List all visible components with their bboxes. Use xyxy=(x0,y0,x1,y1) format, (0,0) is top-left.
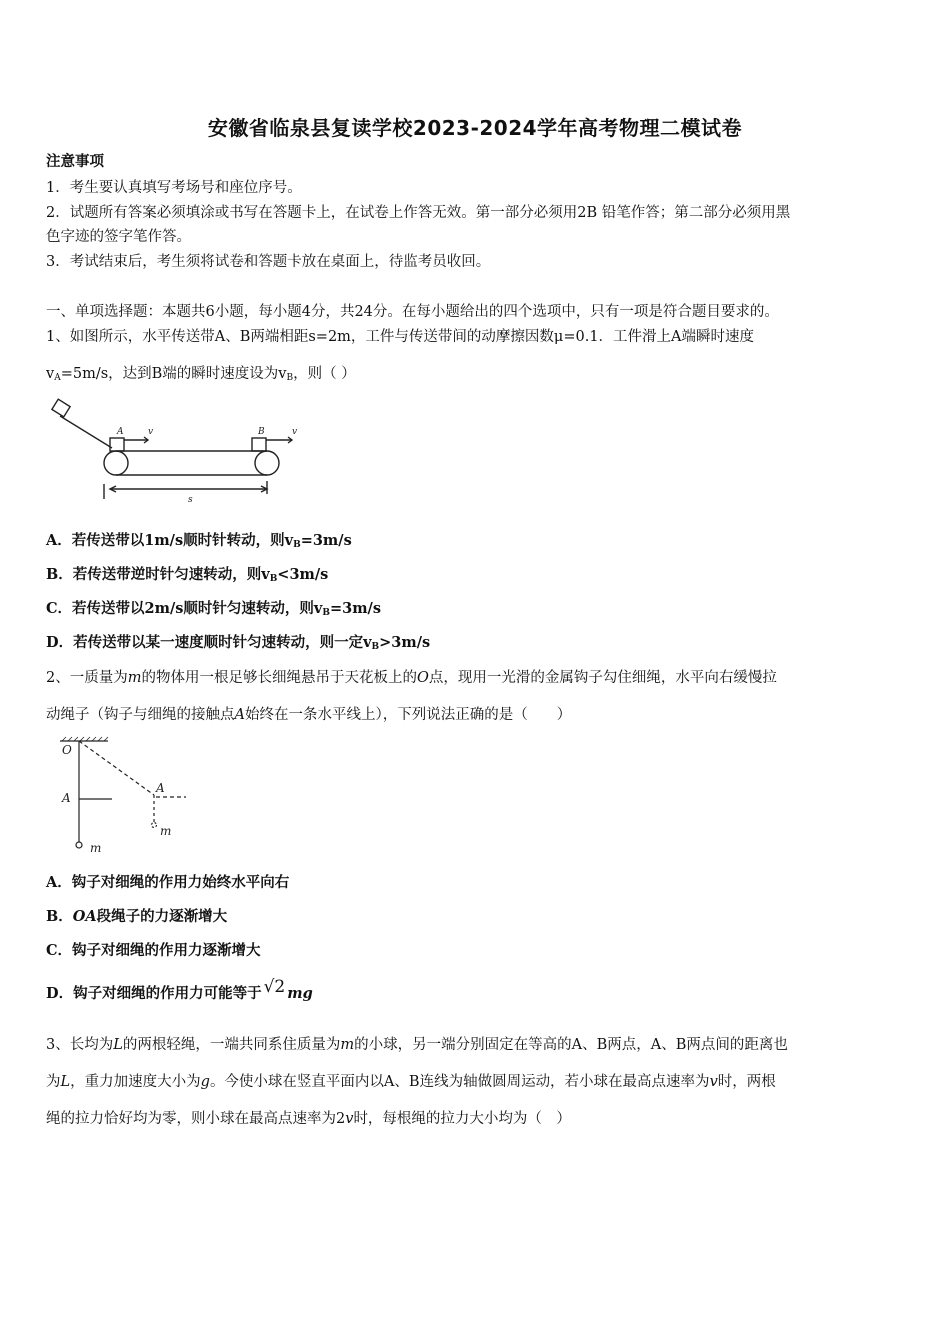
q1-option-c-value: =3m/s xyxy=(329,600,382,617)
q1-stem-end: ，则（ ） xyxy=(293,366,356,382)
q2-option-c: C．钩子对细绳的作用力逐渐增大 xyxy=(46,942,261,959)
q1-label-a: A xyxy=(117,427,124,437)
q1-option-d-value: >3m/s xyxy=(379,634,431,651)
q3-stem-line1 xyxy=(46,1035,788,1055)
q3-part6: 。今使小球在竖直平面内以A、B连线为轴做圆周运动，若小球在最高点速率为 xyxy=(209,1074,710,1090)
q3-part4: 为 xyxy=(46,1074,61,1090)
page-title: 安徽省临泉县复读学校2023-2024学年高考物理二模试卷 xyxy=(207,116,743,140)
q2-stem-part1: 2、一质量为 xyxy=(46,670,128,686)
q3-stem-line3 xyxy=(46,1109,571,1129)
q2-option-d-sqrt: √2 xyxy=(263,977,286,997)
q3-l-symbol-2: L xyxy=(60,1074,71,1090)
q2-label-a2: A xyxy=(156,781,165,795)
q2-label-a1: A xyxy=(62,791,71,805)
q1-vb-sub: B xyxy=(286,373,294,383)
q2-option-d xyxy=(46,977,313,1004)
q1-stem-line2 xyxy=(46,364,356,388)
q2-stem-line1 xyxy=(46,668,777,688)
q1-label-va: v xyxy=(148,427,154,437)
notice-item-1: 1．考生要认真填写考场号和座位序号。 xyxy=(46,180,302,196)
q1-ramp-block xyxy=(52,399,70,417)
q1-option-a-text: A．若传送带以1m/s顺时针转动，则v xyxy=(46,532,294,549)
q1-option-d-text: D．若传送带以某一速度顺时针匀速转动，则一定v xyxy=(46,634,372,651)
q2-mass-2 xyxy=(152,823,157,828)
q2-option-b-text: 段绳子的力逐渐增大 xyxy=(96,908,228,925)
notice-item-3: 3．考试结束后，考生须将试卷和答题卡放在桌面上，待监考员收回。 xyxy=(46,254,491,270)
q2-stem-part3: 点，现用一光滑的金属钩子勾住细绳，水平向右缓慢拉 xyxy=(428,670,777,686)
q2-option-d-text: D．钩子对细绳的作用力可能等于 xyxy=(46,985,262,1002)
q2-a-symbol: A xyxy=(234,707,245,723)
q3-part7: 时，两根 xyxy=(717,1074,776,1090)
q2-o-symbol: O xyxy=(416,670,429,686)
q1-option-d-sub: B xyxy=(371,642,380,652)
q3-part8: 绳的拉力恰好均为零，则小球在最高点速率为2 xyxy=(46,1111,346,1127)
q1-label-vb: v xyxy=(292,427,298,437)
q1-option-c-sub: B xyxy=(322,608,330,618)
q2-label-o: O xyxy=(62,743,72,757)
q1-stem-mid: =5m/s，达到B端的瞬时速度设为v xyxy=(60,366,287,382)
q1-va-sub: A xyxy=(54,373,61,383)
q2-m-symbol: m xyxy=(127,670,142,686)
q2-hook-figure xyxy=(56,736,196,858)
q3-stem-line2 xyxy=(46,1072,776,1092)
q2-option-b-label: B． xyxy=(46,908,73,925)
q3-part2: 的两根轻绳，一端共同系住质量为 xyxy=(122,1037,341,1053)
q1-pulley-left xyxy=(104,451,128,475)
q1-option-b-text: B．若传送带逆时针匀速转动，则v xyxy=(46,566,270,583)
q2-option-d-mg: mg xyxy=(287,985,313,1002)
q1-option-b-value: <3m/s xyxy=(277,566,329,583)
q2-option-b-oa: OA xyxy=(72,908,97,925)
q1-option-a xyxy=(46,531,352,555)
q1-label-b: B xyxy=(258,427,265,437)
q1-conveyor-figure xyxy=(46,396,316,506)
q2-label-m2: m xyxy=(160,824,172,838)
q3-g-symbol: g xyxy=(200,1074,210,1090)
q1-option-b-sub: B xyxy=(269,574,278,584)
notice-item-2: 2．试题所有答案必须填涂或书写在答题卡上，在试卷上作答无效。第一部分必须用2B 铅笔作答；第二部分必须用黑 xyxy=(46,205,791,221)
q3-v-symbol-2: v xyxy=(345,1111,354,1127)
q3-part5: ，重力加速度大小为 xyxy=(70,1074,201,1090)
q1-option-d xyxy=(46,633,430,657)
q1-option-a-sub: B xyxy=(293,540,301,550)
q2-stem-line2 xyxy=(46,705,571,725)
q1-stem-line1: 1、如图所示，水平传送带A、B两端相距s=2m，工件与传送带间的动摩擦因数μ=0.1．工件滑上A端瞬时速度 xyxy=(46,329,755,345)
q1-option-a-value: =3m/s xyxy=(300,532,352,549)
q1-block-a xyxy=(110,438,124,451)
q1-pulley-right xyxy=(255,451,279,475)
q1-option-b xyxy=(46,565,328,589)
q3-part9: 时，每根绳的拉力大小均为（ ） xyxy=(353,1111,571,1127)
q1-option-c-text: C．若传送带以2m/s顺时针匀速转动，则v xyxy=(46,600,323,617)
q2-mass-1 xyxy=(76,842,82,848)
q3-m-symbol: m xyxy=(340,1037,355,1053)
q2-stem-part5: 始终在一条水平线上），下列说法正确的是（ ） xyxy=(244,707,572,723)
q3-part3: 的小球，另一端分别固定在等高的A、B两点，A、B两点间的距离也 xyxy=(354,1037,788,1053)
q1-option-c xyxy=(46,599,381,623)
q2-option-a: A．钩子对细绳的作用力始终水平向右 xyxy=(46,874,290,891)
q2-rope-displaced xyxy=(79,741,154,795)
q1-block-b xyxy=(252,438,266,451)
q2-stem-part4: 动绳子（钩子与细绳的接触点 xyxy=(46,707,235,723)
q2-stem-part2: 的物体用一根足够长细绳悬吊于天花板上的 xyxy=(141,670,417,686)
q2-option-b xyxy=(46,907,227,927)
q3-v-symbol-1: v xyxy=(709,1074,718,1090)
q1-va-symbol: v xyxy=(46,366,55,382)
notice-heading: 注意事项 xyxy=(46,153,104,170)
q3-part1: 3、长均为 xyxy=(46,1037,114,1053)
notice-item-2-cont: 色字迹的签字笔作答。 xyxy=(46,229,191,245)
q1-label-s: s xyxy=(188,495,193,505)
q3-l-symbol-1: L xyxy=(113,1037,123,1053)
section-heading: 一、单项选择题：本题共6小题，每小题4分，共24分。在每小题给出的四个选项中，只有一项是符合题目要求的。 xyxy=(46,304,779,320)
q2-label-m1: m xyxy=(90,841,102,855)
q1-ramp-line xyxy=(60,416,112,448)
